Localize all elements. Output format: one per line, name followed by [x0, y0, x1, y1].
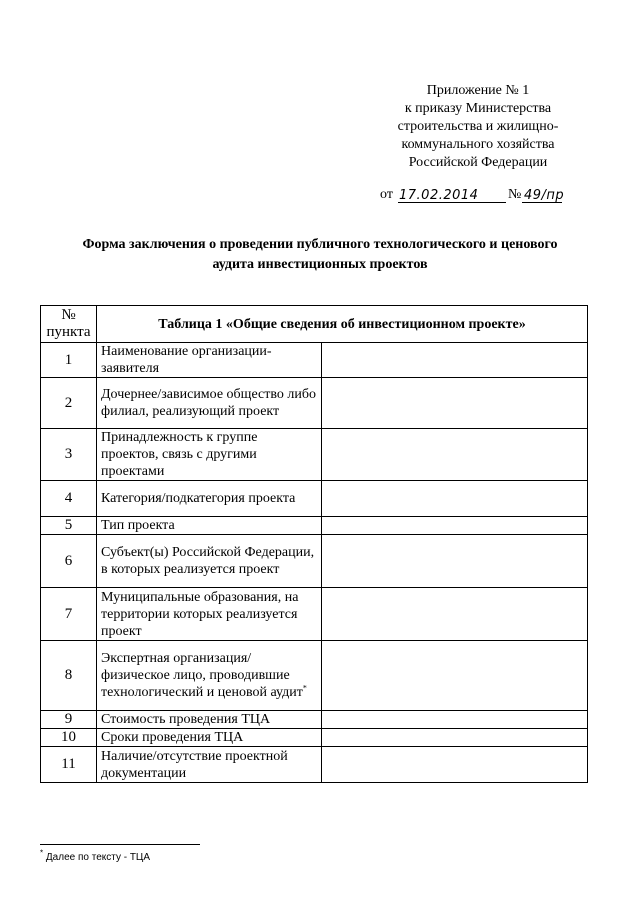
order-date: 17.02.2014 — [399, 188, 479, 203]
num-header-line: № — [61, 307, 76, 323]
table-row — [41, 588, 588, 641]
footnote-mark: * — [40, 848, 44, 858]
appendix-block — [378, 82, 578, 172]
row-label: Принадлежность к группе проектов, связь с другими проектами — [97, 429, 322, 481]
row-label: Тип проекта — [97, 517, 322, 535]
form-title-line: аудита инвестиционных проектов — [212, 257, 428, 272]
row-value-cell — [322, 729, 588, 747]
row-number: 6 — [41, 535, 97, 588]
row-number: 1 — [41, 343, 97, 378]
footnote-text: Далее по тексту - ТЦА — [43, 852, 150, 863]
num-header-line: пункта — [46, 324, 91, 340]
project-info-table — [40, 305, 588, 783]
row-number: 11 — [41, 747, 97, 783]
order-date-underline — [398, 202, 506, 203]
table-row — [41, 729, 588, 747]
table-row — [41, 378, 588, 429]
form-title-line: Форма заключения о проведении публичного технологического и ценового — [82, 237, 558, 252]
row-value-cell — [322, 429, 588, 481]
row-number: 5 — [41, 517, 97, 535]
table-title: Таблица 1 «Общие сведения об инвестиционном проекте» — [97, 306, 588, 343]
table-row — [41, 711, 588, 729]
row-number: 3 — [41, 429, 97, 481]
order-number: 49/пр — [524, 188, 565, 203]
table-row — [41, 517, 588, 535]
row-label: Категория/подкатегория проекта — [97, 481, 322, 517]
row-label: Стоимость проведения ТЦА — [97, 711, 322, 729]
row-number: 4 — [41, 481, 97, 517]
footnote — [40, 848, 150, 863]
row-number: 9 — [41, 711, 97, 729]
row-value-cell — [322, 343, 588, 378]
row-label: Дочернее/зависимое общество либо филиал, реализующий проект — [97, 378, 322, 429]
row-value-cell — [322, 711, 588, 729]
row-label: Наличие/отсутствие проектной документации — [97, 747, 322, 783]
row-number: 2 — [41, 378, 97, 429]
row-number: 8 — [41, 641, 97, 711]
row-value-cell — [322, 588, 588, 641]
footnote-marker: * — [302, 683, 307, 693]
appendix-line: строительства и жилищно- — [397, 119, 559, 134]
table-row — [41, 343, 588, 378]
row-label: Экспертная организация/физическое лицо, проводившие технологический и ценовой аудит — [101, 651, 303, 700]
appendix-line: коммунального хозяйства — [401, 137, 555, 152]
table-row — [41, 641, 588, 711]
appendix-line: Российской Федерации — [408, 155, 548, 170]
row-label: Субъект(ы) Российской Федерации, в которых реализуется проект — [97, 535, 322, 588]
row-value-cell — [322, 641, 588, 711]
row-value-cell — [322, 517, 588, 535]
table-header-row — [41, 306, 588, 343]
order-number-underline — [522, 202, 562, 203]
appendix-line: Приложение № 1 — [426, 83, 530, 98]
row-value-cell — [322, 481, 588, 517]
row-value-cell — [322, 747, 588, 783]
row-label: Сроки проведения ТЦА — [97, 729, 322, 747]
form-title — [40, 235, 600, 275]
row-number: 10 — [41, 729, 97, 747]
row-value-cell — [322, 378, 588, 429]
row-label: Муниципальные образования, на территории которых реализуется проект — [97, 588, 322, 641]
num-header-cell — [41, 306, 97, 343]
row-label: Наименование организации-заявителя — [97, 343, 322, 378]
table-row — [41, 481, 588, 517]
footnote-divider — [40, 844, 200, 845]
row-value-cell — [322, 535, 588, 588]
appendix-line: к приказу Министерства — [404, 101, 552, 116]
row-label-cell — [97, 641, 322, 711]
order-number-label: № — [508, 187, 522, 202]
table-row — [41, 747, 588, 783]
order-from-label: от — [380, 187, 393, 202]
row-number: 7 — [41, 588, 97, 641]
table-row — [41, 535, 588, 588]
table-row — [41, 429, 588, 481]
